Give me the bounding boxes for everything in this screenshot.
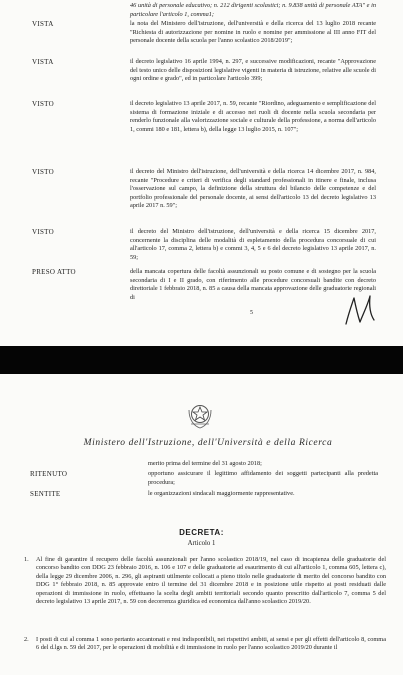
decree-heading: DECRETA: bbox=[179, 528, 224, 537]
recital-text: opportuno assicurare il legittimo affidamento dei soggetti partecipanti alla predetta procedura; bbox=[148, 470, 378, 486]
recital-label: SENTITE bbox=[30, 490, 61, 498]
recital-label: VISTO bbox=[32, 100, 54, 108]
paragraph-text: Al fine di garantire il recupero delle facoltà assunzionali per l'anno scolastico 2018/19, nel caso di incapienza delle graduatorie del concorso bandito con DDG 23 febbraio 2016, n. 106 e 107 e delle graduatorie ad esaurimento di cui all'articolo 1, comma 605, lettera c), della legge 29 dicembre 2006, n. 296, gli aspiranti utilmente collocati a pieno titolo nelle graduatorie di merito del concorso bandito con DDG 1° febbraio 2018, n. 85 approvate entro il termine del 31 dicembre 2018 e in posizione utile rispetto ai posti residuati dalle operazioni di immissione in ruolo, effettuano la scelta degli ambiti territoriali secondo quanto prescritto dall'articolo 7, comma 5 del decreto legislativo 13 aprile 2017, n. 59 con decorrenza giuridica ed economica dall'anno scolastico 2019/20. bbox=[36, 556, 386, 606]
article-paragraph bbox=[24, 556, 386, 606]
ministry-header: Ministero dell'Istruzione, dell'Università e della Ricerca bbox=[83, 438, 333, 448]
body-text: merito prima del termine del 31 agosto 2018; bbox=[148, 460, 262, 467]
recital-label: VISTA bbox=[32, 58, 54, 66]
handwritten-initials-icon bbox=[340, 290, 382, 330]
recital-text: il decreto legislativo 13 aprile 2017, n. 59, recante "Riordino, adeguamento e semplificazione del sistema di formazione iniziale e di accesso nei ruoli di docente nella scuola secondaria per renderlo funzionale alla valorizzazione sociale e culturale della professione, a norma dell'articolo 1, commi 180 e 181, lettera b), della legge 13 luglio 2015, n. 107"; bbox=[130, 100, 376, 133]
paragraph-number: 1. bbox=[24, 556, 29, 563]
scan-divider bbox=[0, 346, 403, 374]
recital-text: della mancata copertura delle facoltà assunzionali su posto comune e di sostegno per la scuola secondaria di I e II grado, con riferimento alle procedure concorsuali bandite con decreto direttoriale 1 febbraio 2018, n. 85 a causa della mancata approvazione delle graduatorie regionali di bbox=[130, 268, 376, 301]
article-paragraph bbox=[24, 636, 386, 653]
recital-text: il decreto legislativo 16 aprile 1994, n. 297, e successive modificazioni, recante "Approvazione del testo unico delle disposizioni legislative vigenti in materia di istruzione, relative alle scuole di ogni ordine e grado", ed in particolare l'articolo 399; bbox=[130, 58, 376, 83]
recital-label: VISTO bbox=[32, 168, 54, 176]
italian-republic-emblem-icon bbox=[186, 400, 214, 430]
recital-text: il decreto del Ministro dell'istruzione, dell'università e della ricerca 15 dicembre 2017, concernente la disciplina delle modalità di espletamento della procedura concorsuale di cui all'articolo 17, comma 2, lettera b) e commi 3, 4, 5 e 6 del decreto legislativo 13 aprile 2017, n. 59; bbox=[130, 228, 376, 261]
paragraph-number: 2. bbox=[24, 636, 29, 643]
recital-label: VISTO bbox=[32, 228, 54, 236]
recital-text: la nota del Ministero dell'istruzione, dell'università e della ricerca del 13 luglio 2018 recante "Richiesta di autorizzazione per nomine in ruolo e nomine per ammissione al III anno FIT del personale docente della scuola per l'anno scolastico 2018/2019"; bbox=[130, 20, 376, 45]
recital-label: PRESO ATTO bbox=[32, 268, 76, 276]
document-page-lower bbox=[0, 374, 403, 675]
recital-label: RITENUTO bbox=[30, 470, 68, 478]
paragraph-text: I posti di cui al comma 1 sono pertanto accantonati e resi indisponibili, nei rispettivi ambiti, ai sensi e per gli effetti dell'articolo 8, comma 6 del d.lgs n. 59 del 2017, per le operazioni di mobilità e di immissione in ruolo per l'anno scolastico 2019/20 durante il bbox=[36, 636, 386, 652]
recital-text: il decreto del Ministro dell'istruzione, dell'università e della ricerca 14 dicembre 2017, n. 984, recante "Procedure e criteri di verifica degli standard professionali in itinere e finale, inclusa l'osservazione sul campo, la definizione della struttura del bilancio delle competenze e del portfolio professionale del personale docente, ai sensi dell'articolo 13 del decreto legislativo 13 aprile 2017 n. 59"; bbox=[130, 168, 376, 210]
page-number: 5 bbox=[250, 310, 253, 316]
article-heading: Articolo 1 bbox=[187, 540, 216, 547]
recital-text: le organizzazioni sindacali maggiormente rappresentative. bbox=[148, 490, 295, 497]
recital-label: VISTA bbox=[32, 20, 54, 28]
body-text: 46 unità di personale educativo; n. 212 dirigenti scolastici; n. 9.838 unità di personale ATA" e in particolare l'articolo 1, comma1; bbox=[130, 2, 376, 18]
